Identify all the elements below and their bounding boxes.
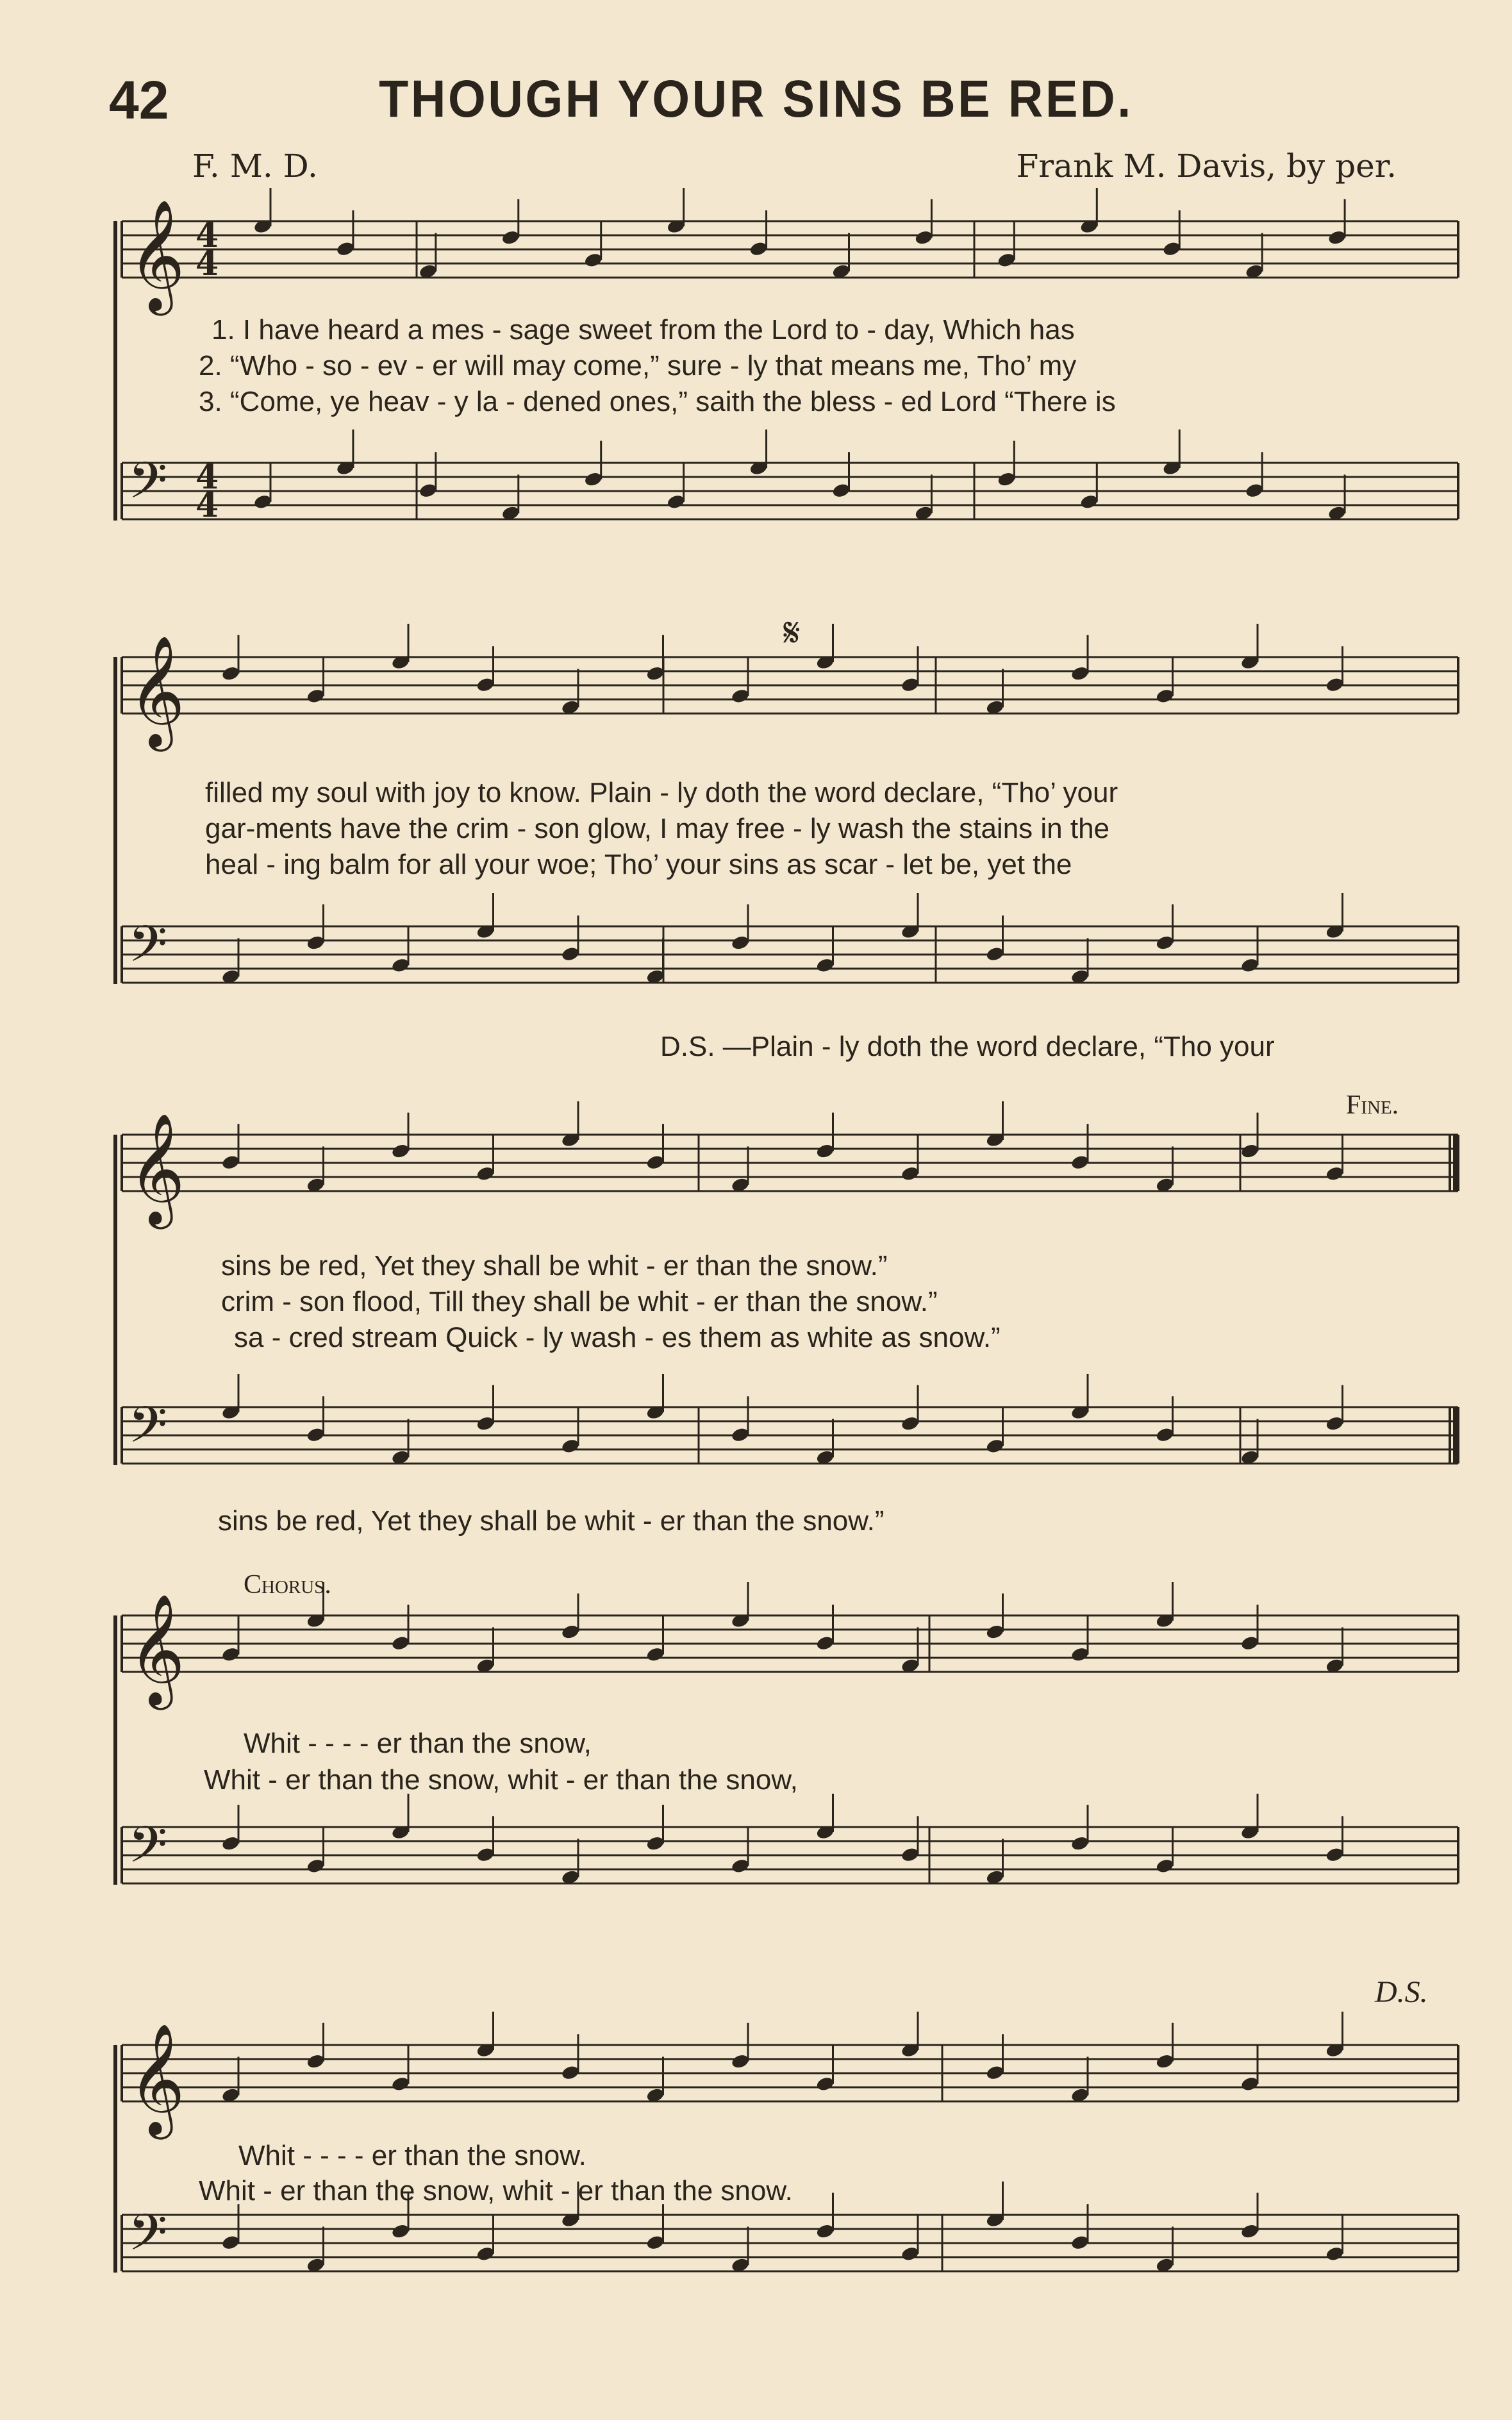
bass-clef-icon: 𝄢	[128, 452, 168, 522]
page-number: 42	[109, 70, 169, 130]
time-signature: 4	[195, 486, 219, 525]
time-signature: 4	[195, 216, 219, 255]
treble-clef-icon: 𝄞	[128, 2023, 185, 2135]
bass-lyric-line-3: sins be red, Yet they shall be whit - er than the snow.”	[218, 1505, 885, 1537]
page-title: THOUGH YOUR SINS BE RED.	[379, 70, 1133, 128]
time-signature: 4	[195, 244, 219, 283]
verse-1-line-1: 1. I have heard a mes - sage sweet from the Lord to - day, Which has	[212, 314, 1075, 346]
fine-label: Fine.	[1346, 1090, 1399, 1120]
verse-2-line-2: gar-ments have the crim - son glow, I may free - ly wash the stains in the	[205, 813, 1110, 844]
time-signature: 4	[195, 458, 219, 497]
verse-1-line-3: sins be red, Yet they shall be whit - er than the snow.”	[221, 1250, 888, 1281]
verse-3-line-3: sa - cred stream Quick - ly wash - es them as white as snow.”	[234, 1322, 1001, 1353]
verse-1-line-2: filled my soul with joy to know. Plain - ly doth the word declare, “Tho’ your	[205, 777, 1118, 808]
chorus-label: Chorus.	[244, 1570, 331, 1599]
bass-clef-icon: 𝄢	[128, 1396, 168, 1467]
treble-clef-icon: 𝄞	[128, 1113, 185, 1224]
verse-2-line-3: crim - son flood, Till they shall be whit - er than the snow.”	[221, 1286, 938, 1317]
verse-3-line-2: heal - ing balm for all your woe; Tho’ your sins as scar - let be, yet the	[205, 849, 1072, 880]
bass-clef-icon: 𝄢	[128, 915, 168, 986]
chorus-bass-line-1: Whit - er than the snow, whit - er than the snow,	[204, 1764, 798, 1796]
ds-label: D.S.	[1375, 1975, 1428, 2009]
bass-clef-icon: 𝄢	[128, 2204, 168, 2274]
segno-sign: 𝄋	[783, 609, 801, 656]
treble-clef-icon: 𝄞	[128, 199, 185, 311]
author-initials: F. M. D.	[192, 147, 318, 185]
composer-credit: Frank M. Davis, by per.	[1016, 147, 1397, 185]
chorus-bass-line-2: Whit - er than the snow, whit - er than the snow.	[199, 2175, 793, 2207]
bass-clef-icon: 𝄢	[128, 1816, 168, 1887]
chorus-treble-line-2: Whit - - - - er than the snow.	[238, 2140, 586, 2171]
ds-lyric-line: D.S. —Plain - ly doth the word declare, “Tho your	[660, 1031, 1275, 1062]
verse-3-line-1: 3. “Come, ye heav - y la - dened ones,” saith the bless - ed Lord “There is	[199, 386, 1116, 417]
treble-clef-icon: 𝄞	[128, 1594, 185, 1705]
verse-2-line-1: 2. “Who - so - ev - er will may come,” sure - ly that means me, Tho’ my	[199, 350, 1077, 381]
chorus-treble-line-1: Whit - - - - er than the snow,	[244, 1728, 592, 1759]
treble-clef-icon: 𝄞	[128, 635, 185, 747]
